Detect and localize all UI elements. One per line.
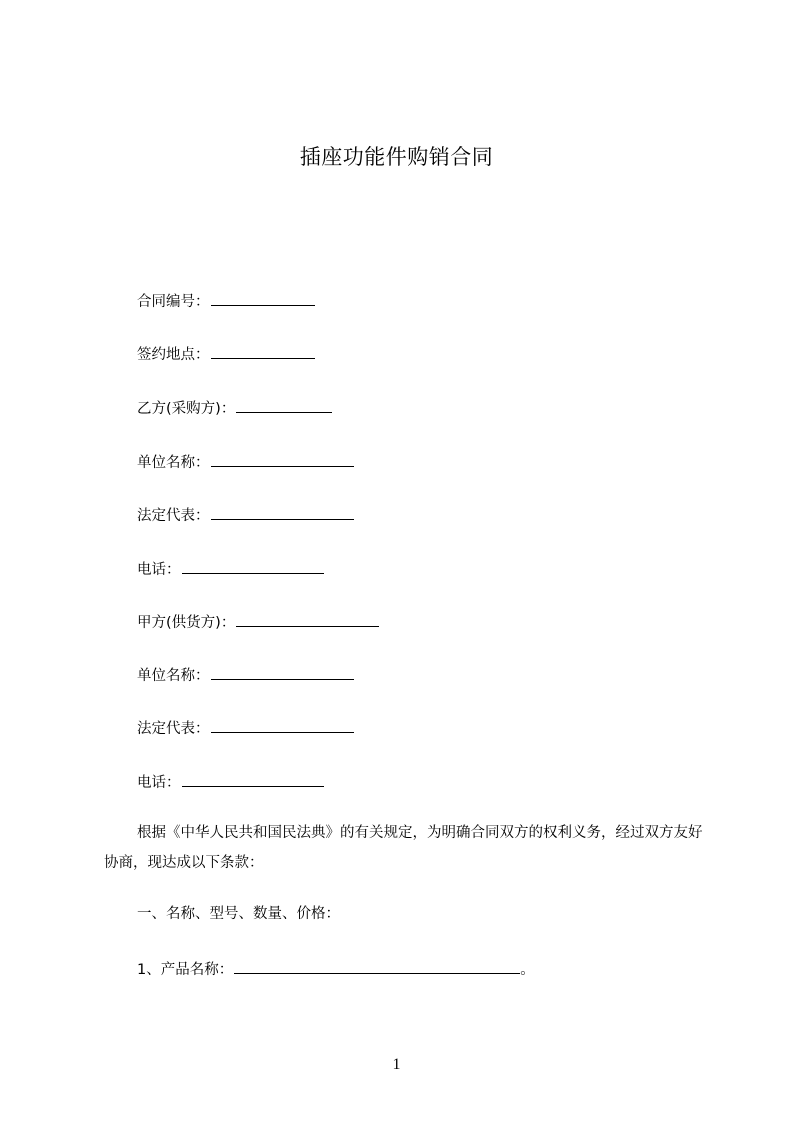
fill-in-blank (182, 770, 324, 787)
field-label: 甲方(供货方)： (137, 615, 236, 631)
fill-in-blank (211, 342, 315, 359)
field-party-a-legal-rep (137, 716, 354, 740)
section-1-heading (137, 903, 340, 925)
field-label: 合同编号： (137, 294, 210, 310)
field-label: 签约地点： (137, 347, 210, 363)
item-suffix: 。 (520, 962, 535, 978)
section-heading-text: 一、名称、型号、数量、价格： (137, 906, 340, 922)
field-party-b-unit-name (137, 450, 354, 474)
field-label: 乙方(采购方)： (137, 401, 236, 417)
field-party-a (137, 610, 379, 634)
field-label: 法定代表： (137, 721, 210, 737)
document-title: 插座功能件购销合同 (299, 145, 494, 169)
fill-in-blank (211, 450, 354, 467)
fill-in-blank (211, 716, 354, 733)
field-label: 单位名称： (137, 668, 210, 684)
field-label: 单位名称： (137, 455, 210, 471)
fill-in-blank (211, 289, 315, 306)
fill-in-blank (211, 663, 354, 680)
field-party-b-legal-rep (137, 503, 354, 527)
item-1-product-name (137, 957, 535, 981)
intro-paragraph: 根据《中华人民共和国民法典》的有关规定，为明确合同双方的权利义务，经过双方友好协商，现达成以下条款： (104, 825, 703, 871)
field-party-b (137, 396, 332, 420)
fill-in-blank (236, 396, 332, 413)
field-signing-place (137, 342, 315, 366)
field-party-a-phone (137, 770, 324, 794)
fill-in-blank (236, 610, 379, 627)
field-label: 电话： (137, 775, 181, 791)
field-label: 1、产品名称： (137, 962, 234, 978)
fill-in-blank (211, 503, 354, 520)
field-label: 电话： (137, 562, 181, 578)
field-party-a-unit-name (137, 663, 354, 687)
field-label: 法定代表： (137, 508, 210, 524)
field-contract-number (137, 289, 315, 313)
fill-in-blank (182, 557, 324, 574)
fill-in-blank (234, 957, 520, 974)
page-number: 1 (392, 1056, 401, 1073)
field-party-b-phone (137, 557, 324, 581)
